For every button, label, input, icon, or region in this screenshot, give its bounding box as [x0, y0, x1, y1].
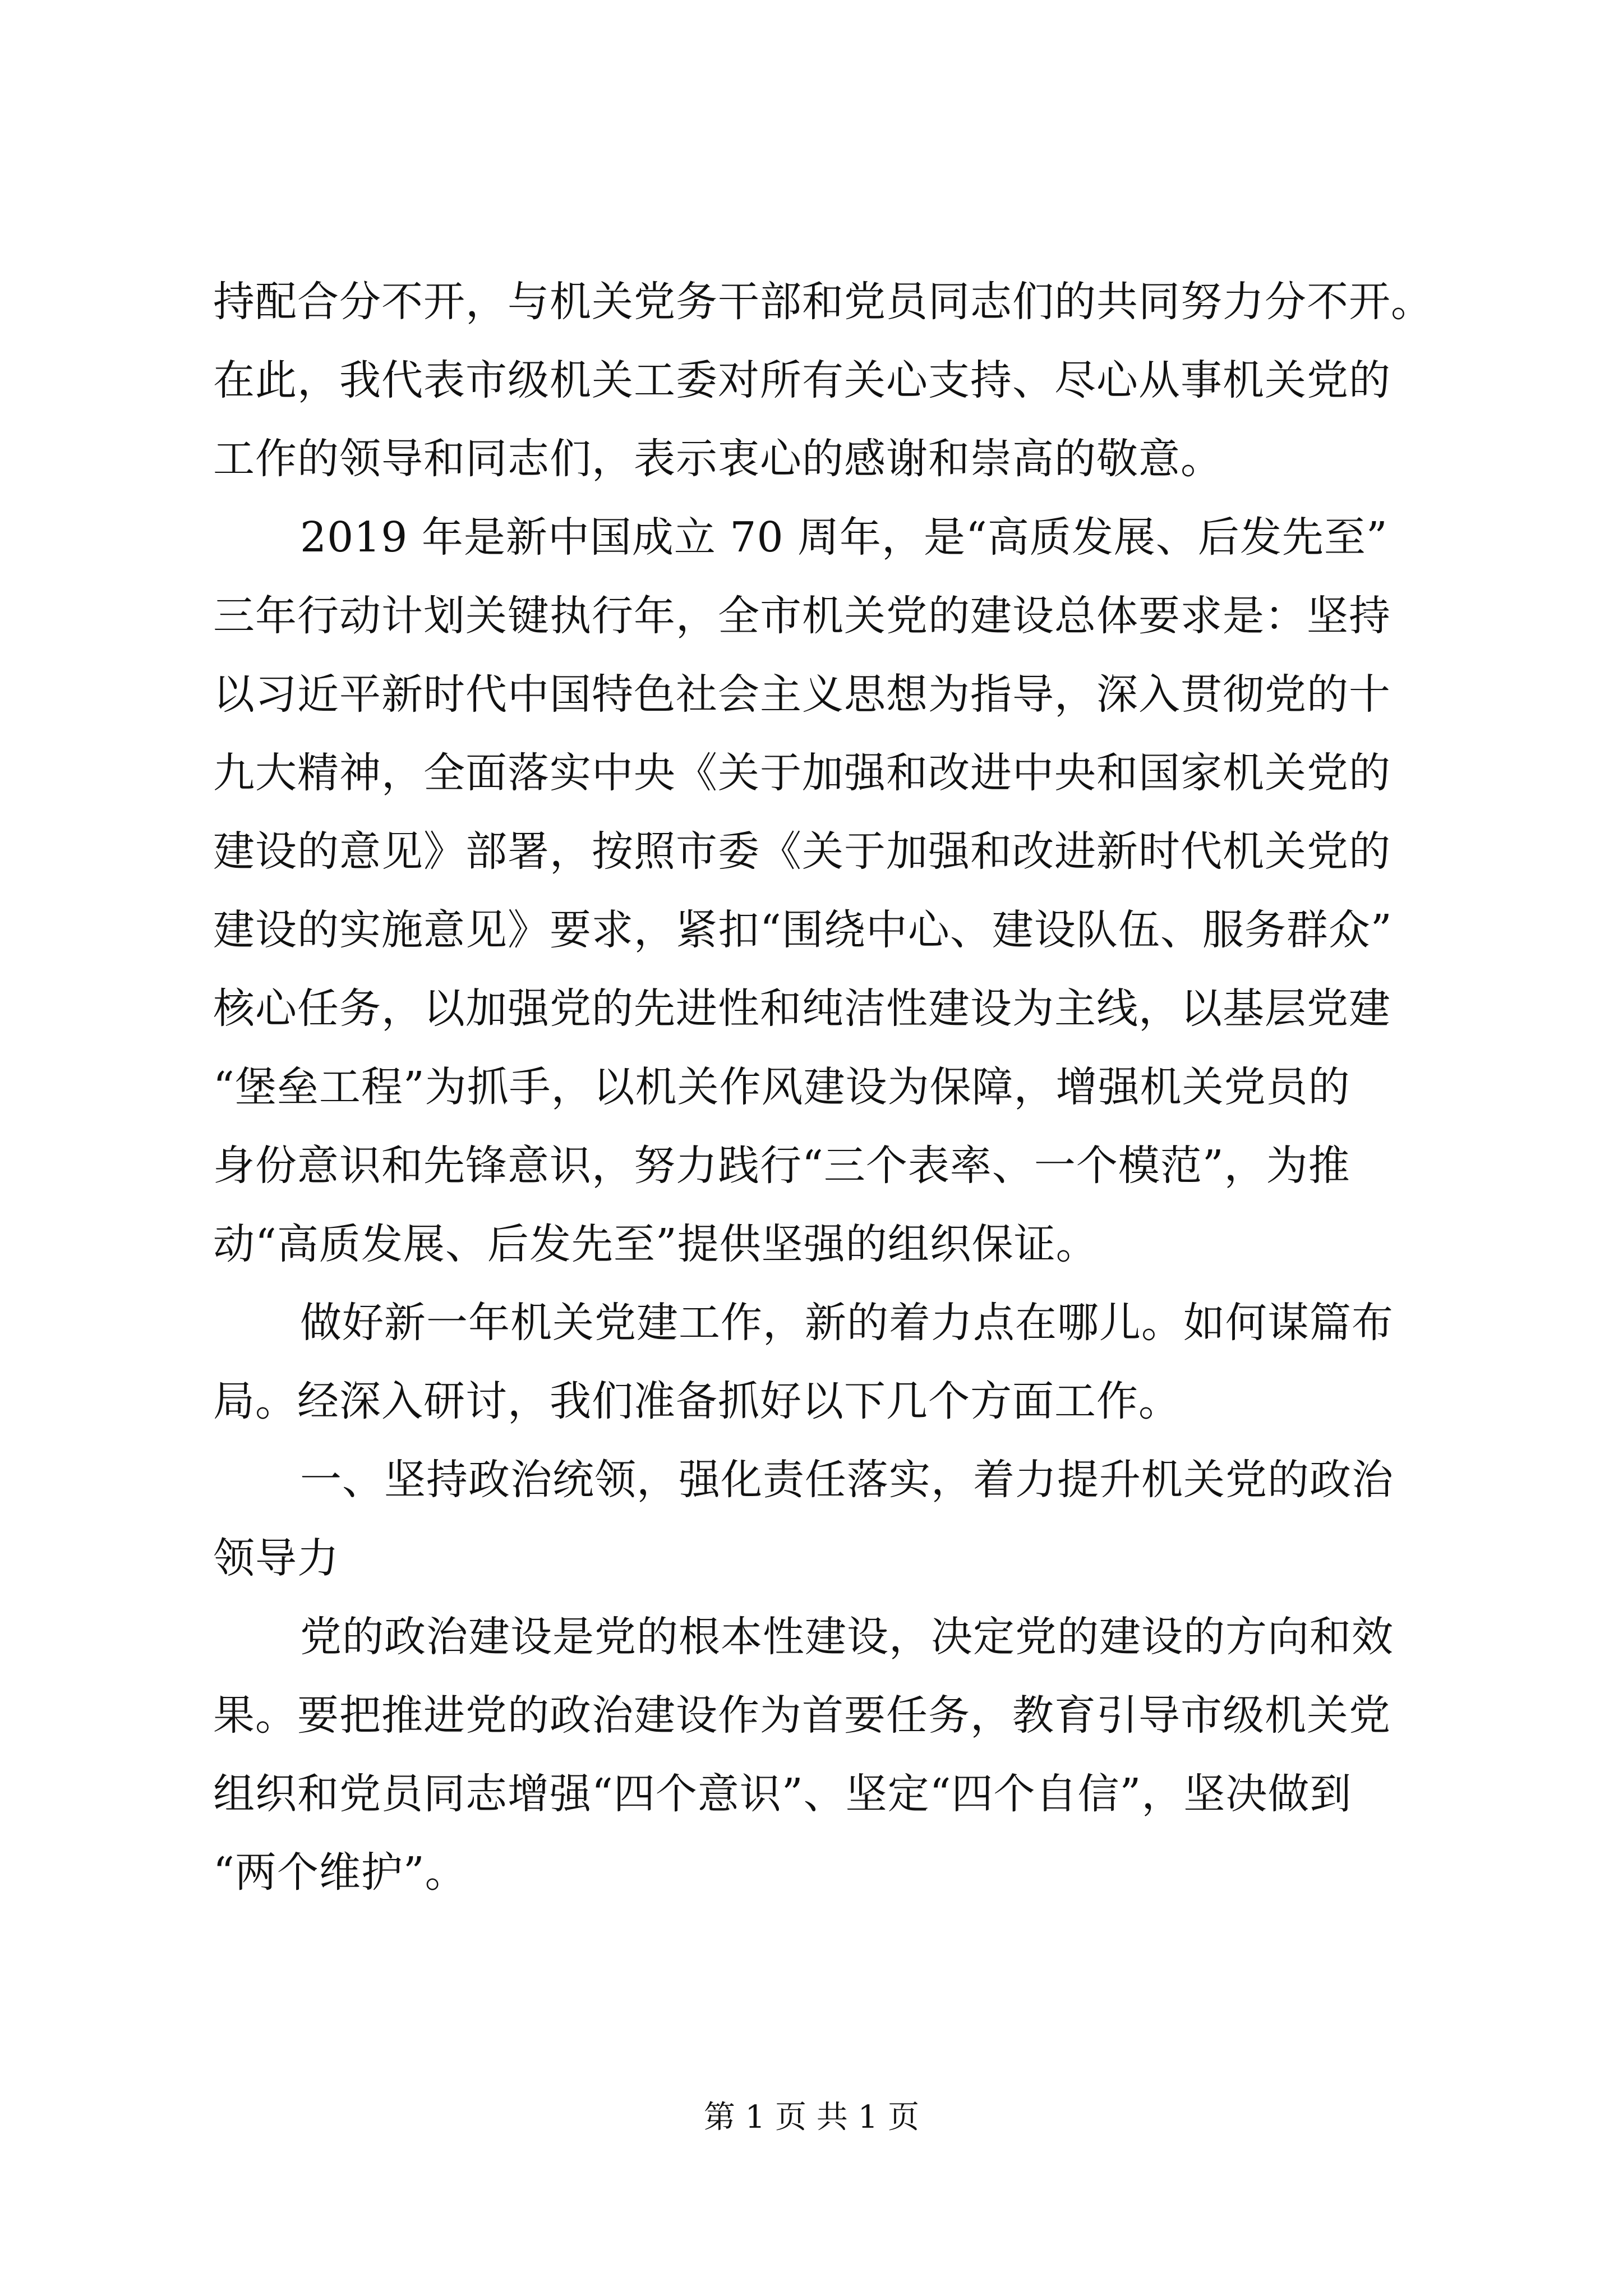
text-line-10: 核心任务，以加强党的先进性和纯洁性建设为主线，以基层党建 [213, 984, 1391, 1033]
text-line-8: 建设的意见》部署，按照市委《关于加强和改进新时代机关党的 [213, 827, 1391, 876]
text-line-1: 持配合分不开，与机关党务干部和党员同志们的共同努力分不开。 [213, 278, 1433, 326]
page-number-footer: 第 1 页 共 1 页 [703, 2099, 920, 2136]
section-heading-line-1: 一、坚持政治统领，强化责任落实，着力提升机关党的政治 [300, 1456, 1394, 1504]
text-line-9: 建设的实施意见》要求，紧扣“围绕中心、建设队伍、服务群众” [213, 906, 1393, 954]
text-line-21: “两个维护”。 [213, 1848, 467, 1897]
text-line-4: 2019 年是新中国成立 70 周年，是“高质发展、后发先至” [300, 513, 1388, 562]
text-line-6: 以习近平新时代中国特色社会主义思想为指导，深入贯彻党的十 [213, 670, 1391, 719]
text-line-3: 工作的领导和同志们，表示衷心的感谢和崇高的敬意。 [213, 435, 1223, 483]
text-line-11: “堡垒工程”为抓手，以机关作风建设为保障，增强机关党员的 [213, 1063, 1350, 1111]
text-line-14: 做好新一年机关党建工作，新的着力点在哪儿。如何谋篇布 [300, 1299, 1394, 1347]
text-line-5: 三年行动计划关键执行年，全市机关党的建设总体要求是：坚持 [213, 592, 1391, 640]
text-line-12: 身份意识和先锋意识，努力践行“三个表率、一个模范”，为推 [213, 1142, 1350, 1190]
section-heading-line-2: 领导力 [213, 1534, 339, 1582]
text-line-7: 九大精神，全面落实中央《关于加强和改进中央和国家机关党的 [213, 749, 1391, 797]
text-line-2: 在此，我代表市级机关工委对所有关心支持、尽心从事机关党的 [213, 356, 1391, 404]
text-line-15: 局。经深入研讨，我们准备抓好以下几个方面工作。 [213, 1377, 1181, 1425]
text-line-20: 组织和党员同志增强“四个意识”、坚定“四个自信”，坚决做到 [213, 1770, 1352, 1818]
text-line-19: 果。要把推进党的政治建设作为首要任务，教育引导市级机关党 [213, 1691, 1391, 1740]
text-line-13: 动“高质发展、后发先至”提供坚强的组织保证。 [213, 1220, 1098, 1268]
text-line-18: 党的政治建设是党的根本性建设，决定党的建设的方向和效 [300, 1613, 1394, 1661]
